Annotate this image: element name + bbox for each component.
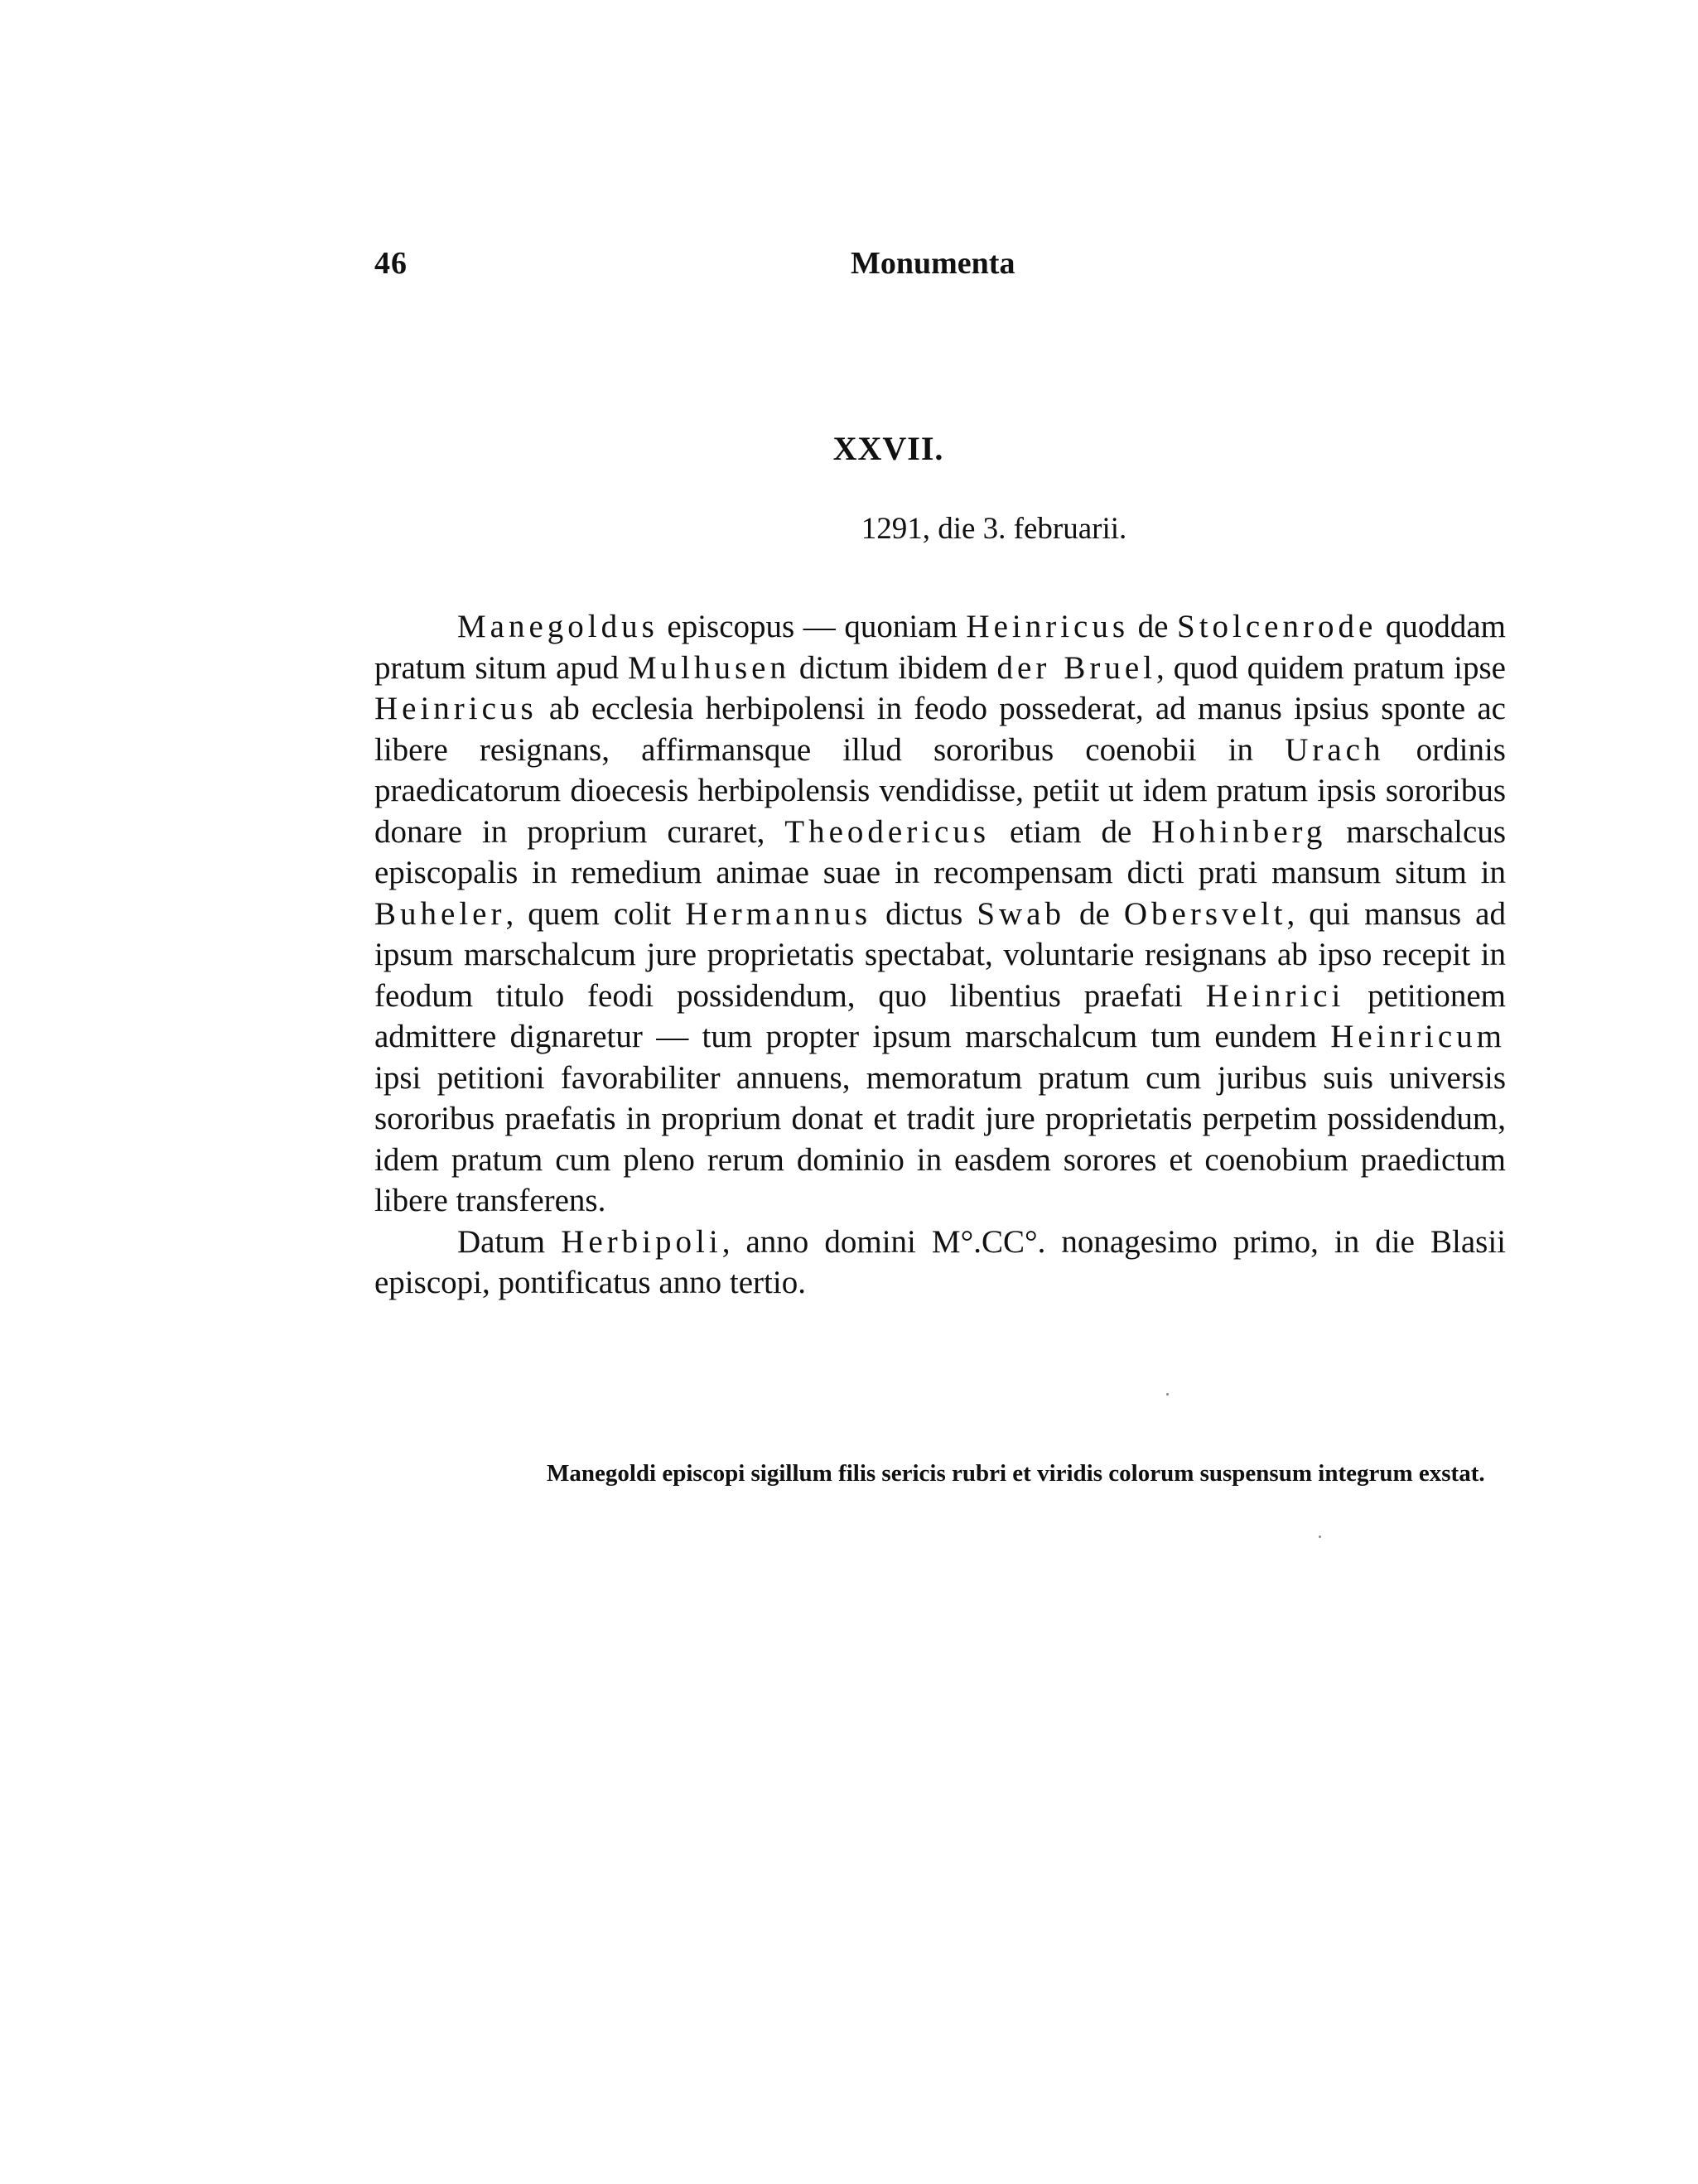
- spaced-name: Swab: [977, 895, 1065, 932]
- charter-paragraph-main: [374, 606, 1506, 1222]
- print-speck: [1319, 1536, 1321, 1538]
- spaced-name: Hermannus: [685, 895, 872, 932]
- text-run: etiam de: [990, 813, 1152, 850]
- text-run: ab ecclesia herbipolensi in feodo possederat, ad manus ipsius sponte ac libere resignans, affirmansque illud sororibus coenobii in: [374, 691, 1506, 768]
- text-run: de: [1129, 609, 1177, 644]
- text-run: marschalcus episcopalis in remedium animae suae in recompensam dicti prati mansum situm in: [374, 813, 1506, 890]
- text-run: dictus: [871, 895, 977, 932]
- spaced-name: Buheler: [374, 895, 506, 932]
- spaced-name: Manegoldus: [457, 609, 658, 644]
- charter-paragraph-dating: [374, 1222, 1506, 1304]
- text-run: dictum ibidem: [789, 649, 997, 686]
- text-run: , quem colit: [505, 895, 686, 932]
- text-run: Datum: [457, 1223, 562, 1260]
- print-speck: [1166, 1393, 1169, 1396]
- page-number: 46: [374, 246, 408, 281]
- spaced-name: Urach: [1285, 731, 1385, 768]
- text-run: de: [1064, 895, 1124, 932]
- charter-text: [374, 606, 1506, 1304]
- document-date: 1291, die 3. februarii.: [861, 512, 1127, 546]
- spaced-name: Heinricum: [1330, 1019, 1506, 1054]
- spaced-name: Herbipoli: [561, 1223, 722, 1260]
- spaced-name: Theodericus: [784, 813, 991, 850]
- spaced-name: Mulhusen: [627, 649, 790, 686]
- text-run: petitionem admittere dignaretur — tum propter ipsum marschalcum tum eundem: [374, 977, 1506, 1054]
- seal-note: Manegoldi episcopi sigillum filis sericis rubri et viridis colorum suspensum integrum exstat.: [547, 1460, 1485, 1487]
- spaced-name: Heinricus: [374, 691, 538, 726]
- spaced-name: der Bruel: [996, 649, 1156, 686]
- text-run: ipsi petitioni favorabiliter annuens, memoratum pratum cum juribus suis universis sororibus praefatis in proprium donat et tradit jure proprietatis perpetim possidendum, idem pratum cum pleno rerum dominio in easdem sorores et coenobium praedictum libere transferens.: [374, 1059, 1506, 1218]
- running-head: [374, 245, 1506, 295]
- text-run: , anno domini M°.CC°. nonagesimo primo, in die Blasii episcopi, pontificatus anno tertio.: [374, 1223, 1506, 1300]
- text-run: episcopus — quoniam: [658, 609, 967, 644]
- spaced-name: Obersvelt: [1123, 895, 1287, 932]
- spaced-name: Hohinberg: [1151, 813, 1327, 850]
- spaced-name: Heinrici: [1205, 977, 1345, 1014]
- spaced-name: Heinricus: [966, 609, 1130, 644]
- document-number: XXVII.: [832, 430, 944, 467]
- text-run: ordinis praedicatorum dioecesis herbipolensis vendidisse, petiit ut idem pratum ipsis sororibus donare in proprium curaret,: [374, 731, 1506, 850]
- text-run: , quod quidem pratum ipse: [1155, 649, 1506, 686]
- text-run: quoddam pratum situm apud: [374, 609, 1507, 686]
- running-title: Monumenta: [851, 246, 1015, 281]
- text-run: , qui mansus ad ipsum marschalcum jure proprietatis spectabat, voluntarie resignans ab ipso recepit in feodum titulo feodi possidendum, quo libentius praefati: [374, 895, 1506, 1014]
- spaced-name: Stolcenrode: [1177, 609, 1377, 644]
